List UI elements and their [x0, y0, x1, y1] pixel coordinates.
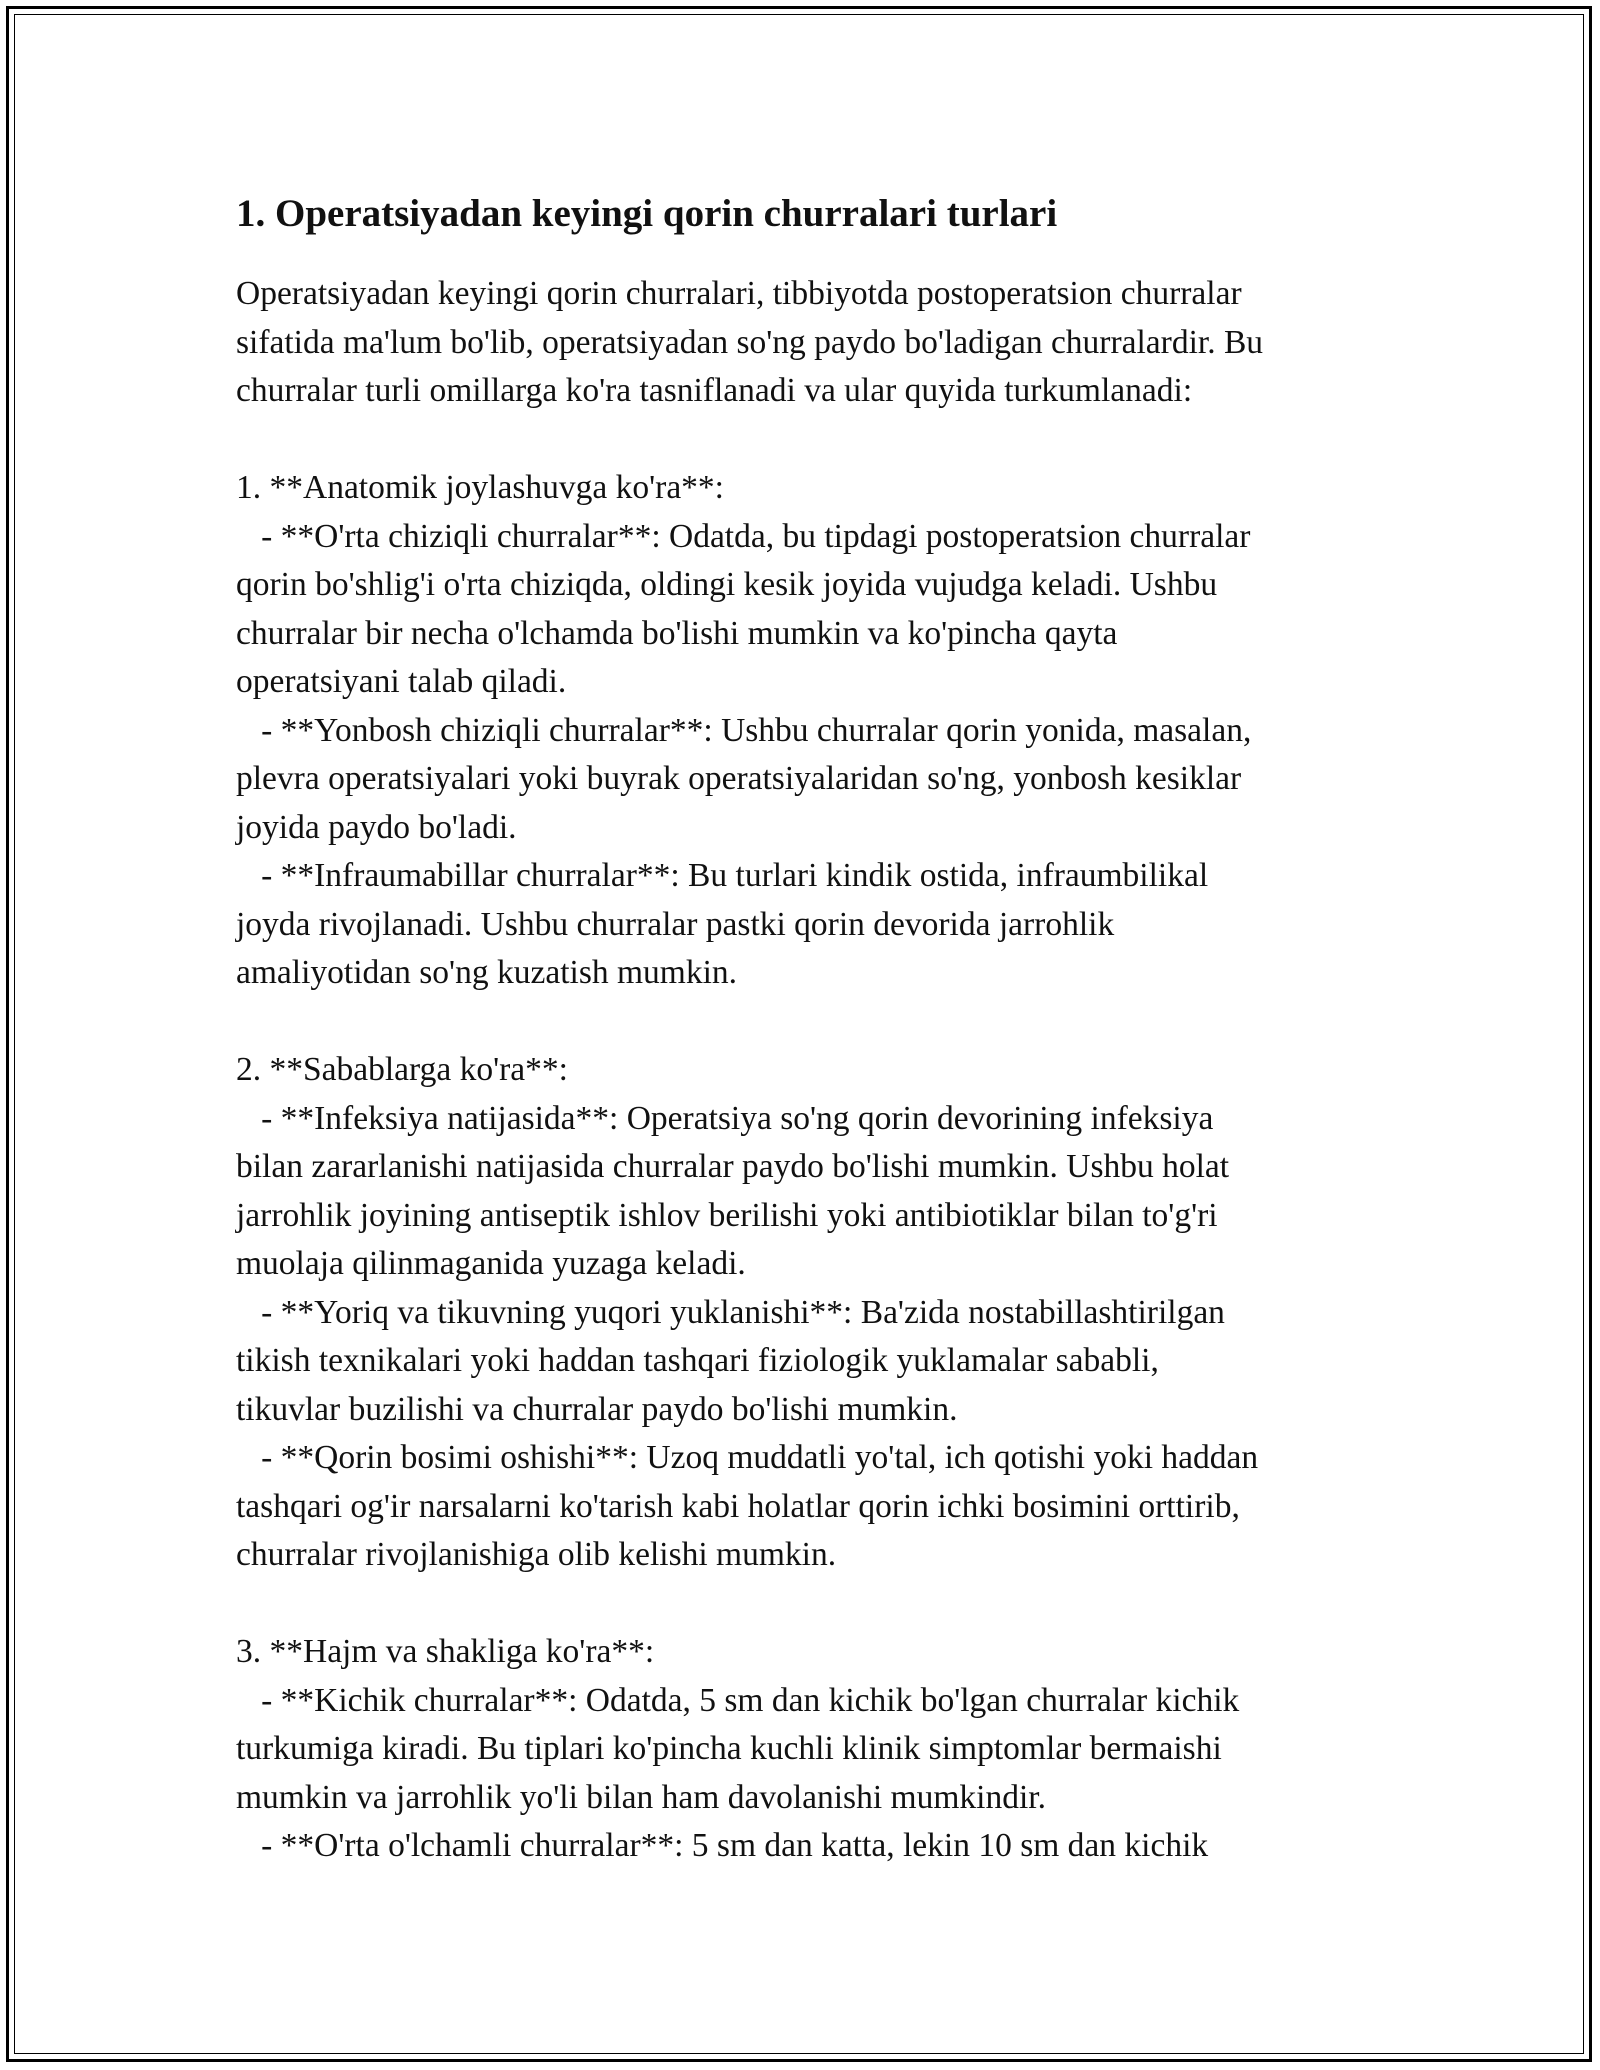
text-line: tikish texnikalari yoki haddan tashqari fiziologik yuklamalar sababli,: [236, 1342, 1159, 1379]
document-title: 1. Operatsiyadan keyingi qorin churralari turlari: [236, 192, 1058, 235]
paragraph-gap: [236, 1580, 1376, 1629]
text-line: - **Kichik churralar**: Odatda, 5 sm dan kichik bo'lgan churralar kichik: [236, 1681, 1240, 1719]
text-line: - **Yonbosh chiziqli churralar**: Ushbu churralar qorin yonida, masalan,: [236, 711, 1252, 749]
section-size-shape: [236, 1628, 1376, 1871]
text-line: sifatida ma'lum bo'lib, operatsiyadan so'ng paydo bo'ladigan churralardir. Bu: [236, 323, 1264, 361]
text-line: qorin bo'shlig'i o'rta chiziqda, oldingi kesik joyida vujudga keladi. Ushbu: [236, 566, 1218, 603]
text-line: churralar rivojlanishiga olib kelishi mumkin.: [236, 1536, 837, 1573]
text-line: muolaja qilinmaganida yuzaga keladi.: [236, 1245, 746, 1282]
text-line: operatsiyani talab qiladi.: [236, 663, 567, 700]
section-heading: 3. **Hajm va shakliga ko'ra**:: [236, 1633, 655, 1670]
text-line: - **O'rta chiziqli churralar**: Odatda, bu tipdagi postoperatsion churralar: [236, 517, 1251, 555]
intro-paragraph: [236, 270, 1376, 416]
paragraph-gap: [236, 416, 1376, 465]
text-line: turkumiga kiradi. Bu tiplari ko'pincha kuchli klinik simptomlar bermaishi: [236, 1730, 1222, 1767]
text-line: - **Yoriq va tikuvning yuqori yuklanishi**: Ba'zida nostabillashtirilgan: [236, 1293, 1225, 1331]
text-line: - **Infraumabillar churralar**: Bu turlari kindik ostida, infraumbilikal: [236, 857, 1209, 894]
text-line: - **Infeksiya natijasida**: Operatsiya so'ng qorin devorining infeksiya: [236, 1099, 1214, 1137]
text-line: bilan zararlanishi natijasida churralar paydo bo'lishi mumkin. Ushbu holat: [236, 1148, 1230, 1185]
text-line: joyda rivojlanadi. Ushbu churralar pastki qorin devorida jarrohlik: [236, 905, 1115, 943]
text-line: - **Qorin bosimi oshishi**: Uzoq muddatli yo'tal, ich qotishi yoki haddan: [236, 1439, 1259, 1476]
section-causes: [236, 1046, 1376, 1580]
text-line: churralar turli omillarga ko'ra tasniflanadi va ular quyida turkumlanadi:: [236, 372, 1193, 409]
text-line: - **O'rta o'lchamli churralar**: 5 sm dan katta, lekin 10 sm dan kichik: [236, 1827, 1209, 1864]
text-line: tashqari og'ir narsalarni ko'tarish kabi holatlar qorin ichki bosimini orttirib,: [236, 1487, 1240, 1525]
text-line: plevra operatsiyalari yoki buyrak operatsiyalaridan so'ng, yonbosh kesiklar: [236, 760, 1242, 797]
text-line: joyida paydo bo'ladi.: [236, 808, 517, 846]
section-anatomic: [236, 464, 1376, 998]
text-line: mumkin va jarrohlik yo'li bilan ham davolanishi mumkindir.: [236, 1778, 1046, 1816]
text-line: churralar bir necha o'lchamda bo'lishi mumkin va ko'pincha qayta: [236, 614, 1118, 652]
section-heading: 1. **Anatomik joylashuvga ko'ra**:: [236, 469, 724, 506]
text-line: jarrohlik joyining antiseptik ishlov berilishi yoki antibiotiklar bilan to'g'ri: [236, 1196, 1218, 1234]
text-line: amaliyotidan so'ng kuzatish mumkin.: [236, 954, 738, 991]
paragraph-gap: [236, 998, 1376, 1047]
section-heading: 2. **Sabablarga ko'ra**:: [236, 1051, 568, 1088]
text-line: tikuvlar buzilishi va churralar paydo bo'lishi mumkin.: [236, 1390, 958, 1428]
document-body: [236, 270, 1376, 1871]
text-line: Operatsiyadan keyingi qorin churralari, tibbiyotda postoperatsion churralar: [236, 275, 1242, 312]
